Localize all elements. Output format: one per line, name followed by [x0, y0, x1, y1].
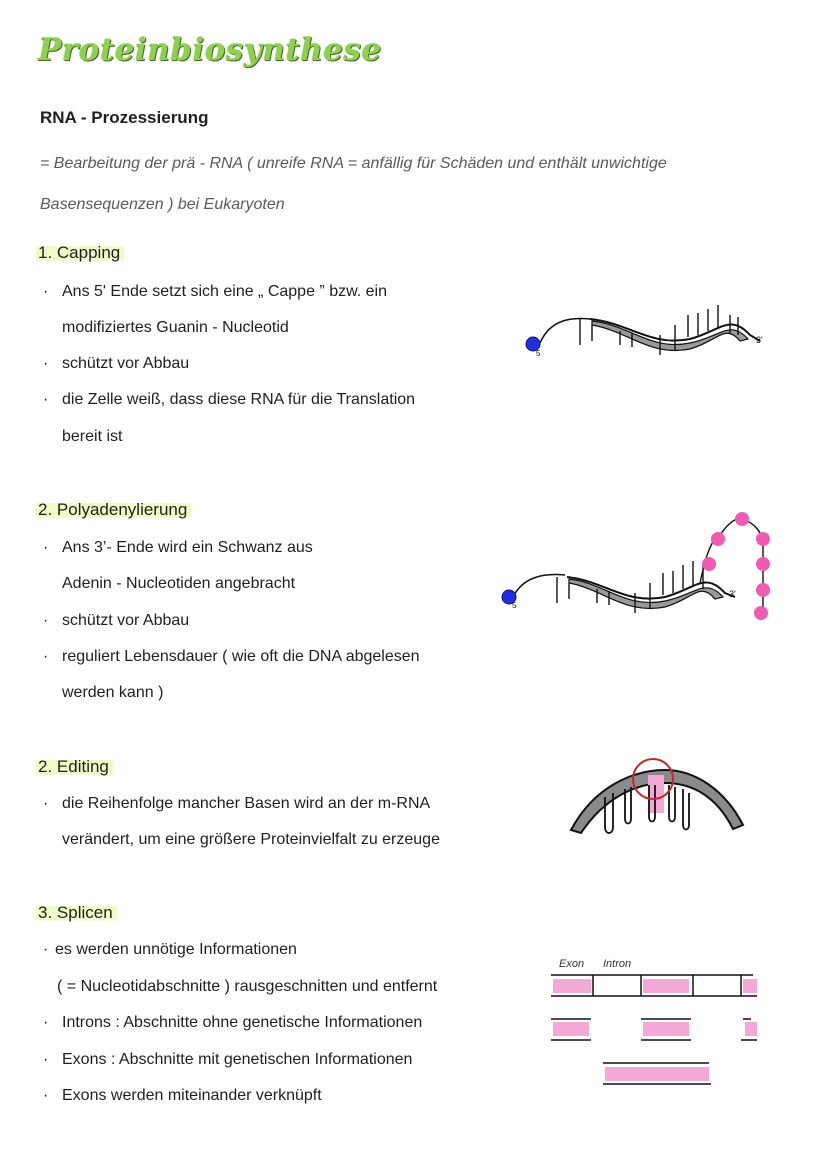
three-prime-label: 3': [729, 589, 736, 599]
splicen-line-4: Exons : Abschnitte mit genetischen Informationen: [62, 1051, 413, 1068]
capping-line-1: Ans 5' Ende setzt sich eine „ Cappe ” bzw. ein: [62, 283, 388, 300]
section-subtitle: RNA - Prozessierung: [40, 108, 209, 127]
poly-a-nucleotide: [756, 557, 770, 571]
poly-a-nucleotide: [735, 512, 749, 526]
capping-line-3: schützt vor Abbau: [62, 355, 190, 372]
bullet-icon: ·: [43, 941, 49, 958]
splicing-diagram: [545, 955, 765, 1090]
exon-segment: [745, 1022, 757, 1036]
exon-segment: [643, 979, 689, 993]
five-prime-label: 5: [536, 349, 541, 358]
bullet-icon: ·: [43, 539, 49, 556]
poly-line-1: Ans 3’- Ende wird ein Schwanz aus: [62, 539, 313, 556]
exon-segment: [553, 1022, 589, 1036]
bullet-icon: ·: [43, 1014, 49, 1031]
heading-polyadenylierung: 2. Polyadenylierung: [36, 500, 191, 520]
editing-line-2: verändert, um eine größere Proteinvielfalt zu erzeuge: [62, 831, 440, 848]
poly-line-2: Adenin - Nucleotiden angebracht: [62, 575, 296, 592]
bullet-icon: ·: [43, 648, 49, 665]
exon-segment: [743, 979, 757, 993]
poly-line-5: werden kann ): [62, 684, 164, 701]
definition-line-2: Basensequenzen ) bei Eukaryoten: [40, 196, 285, 213]
exon-segment: [643, 1022, 689, 1036]
heading-capping: 1. Capping: [36, 243, 124, 263]
page-title: Proteinbiosynthese: [38, 32, 382, 68]
bullet-icon: ·: [43, 612, 49, 629]
capping-line-5: bereit ist: [62, 428, 123, 445]
editing-line-1: die Reihenfolge mancher Basen wird an der m-RNA: [62, 795, 431, 812]
splicen-line-2: ( = Nucleotidabschnitte ) rausgeschnitten und entfernt: [57, 978, 438, 995]
capping-line-4: die Zelle weiß, dass diese RNA für die Translation: [62, 391, 416, 408]
editing-rna-diagram: [565, 755, 750, 840]
splicen-line-1: es werden unnötige Informationen: [55, 941, 297, 958]
three-prime-label: 3': [756, 335, 763, 345]
definition-line-1: = Bearbeitung der prä - RNA ( unreife RNA = anfällig für Schäden und enthält unwichtige: [40, 155, 667, 172]
poly-a-nucleotide: [711, 532, 725, 546]
splicen-line-5: Exons werden miteinander verknüpft: [62, 1087, 322, 1104]
bullet-icon: ·: [43, 1087, 49, 1104]
capping-rna-diagram: [520, 295, 780, 365]
heading-splicen: 3. Splicen: [36, 903, 117, 923]
poly-a-nucleotide: [702, 557, 716, 571]
splicen-line-3: Introns : Abschnitte ohne genetische Informationen: [62, 1014, 423, 1031]
edited-base-highlight: [648, 775, 664, 813]
exon-label: Exon: [559, 958, 585, 970]
intron-label: Intron: [603, 958, 632, 970]
five-prime-label: 5: [512, 601, 517, 610]
polyadenylation-rna-diagram: [495, 505, 785, 625]
bullet-icon: ·: [43, 391, 49, 408]
bullet-icon: ·: [43, 795, 49, 812]
poly-line-3: schützt vor Abbau: [62, 612, 190, 629]
poly-line-4: reguliert Lebensdauer ( wie oft die DNA abgelesen: [62, 648, 420, 665]
bullet-icon: ·: [43, 283, 49, 300]
bullet-icon: ·: [43, 355, 49, 372]
joined-exons: [605, 1067, 709, 1081]
heading-editing: 2. Editing: [36, 757, 113, 777]
capping-line-2: modifiziertes Guanin - Nucleotid: [62, 319, 289, 336]
poly-a-nucleotide: [754, 606, 768, 620]
exon-segment: [553, 979, 591, 993]
poly-a-nucleotide: [756, 532, 770, 546]
bullet-icon: ·: [43, 1051, 49, 1068]
poly-a-nucleotide: [756, 583, 770, 597]
